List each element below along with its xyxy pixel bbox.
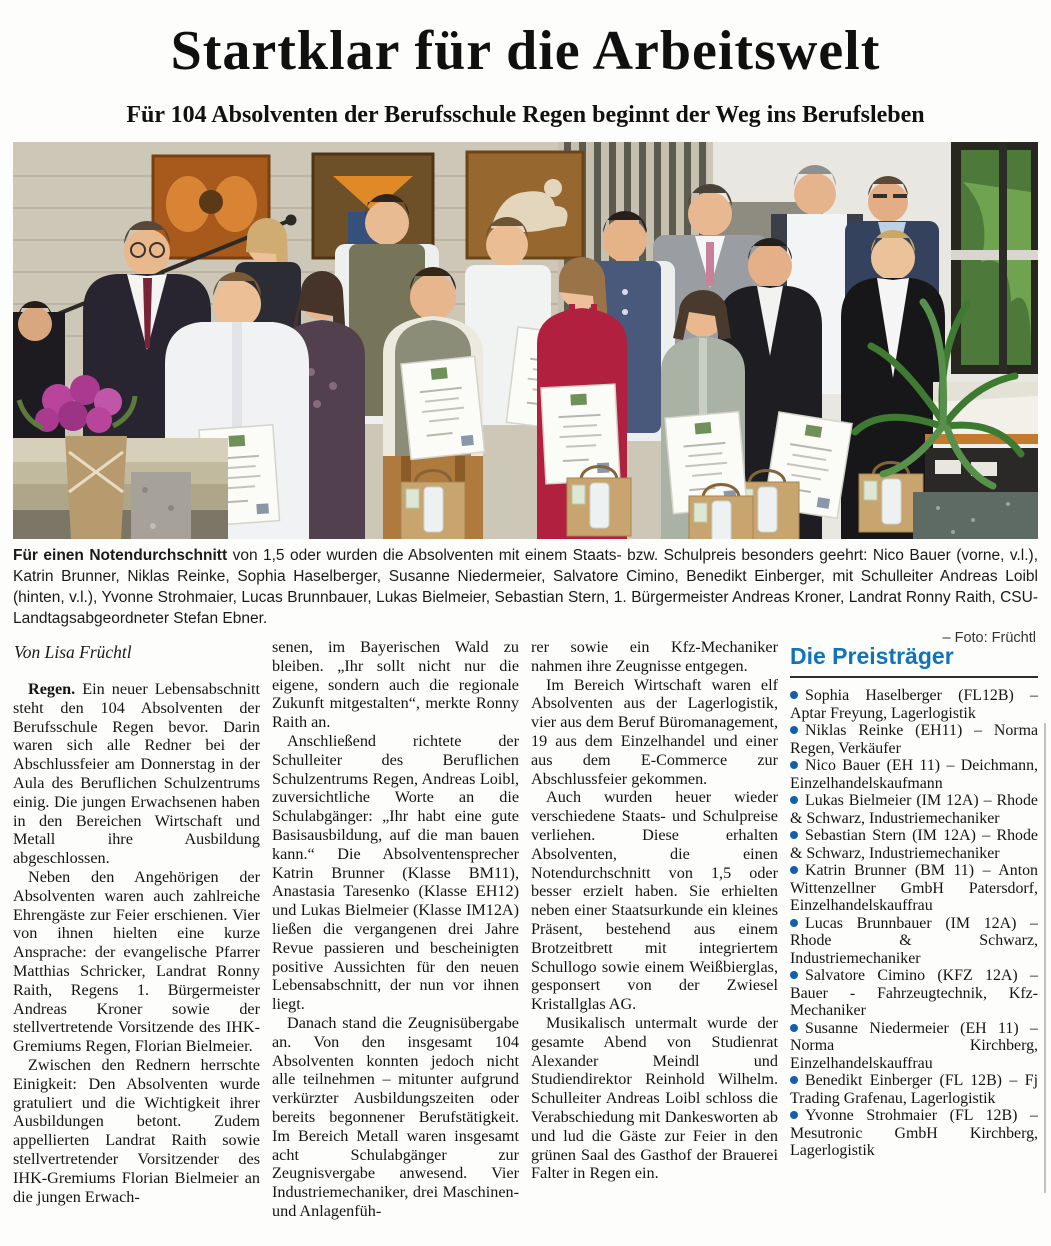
article-paragraph: senen, im Bayerischen Wald zu bleiben. „Ihr sollt nicht nur die eigene, sondern auch die regionale Zukunft mitgestalten“, merkte Ronny Raith an.: [272, 638, 519, 732]
prize-winner-item: Nico Bauer (EH 11) – Deichmann, Einzelhandelskaufmann: [790, 757, 1038, 792]
prize-winner-item: Sebastian Stern (IM 12A) – Rhode & Schwarz, Industriemechaniker: [790, 827, 1038, 862]
prize-winner-item: Lucas Brunnbauer (IM 12A) – Rhode & Schwarz, Industriemechaniker: [790, 914, 1038, 967]
article-photo: [13, 142, 1038, 539]
prize-winner-item: Niklas Reinke (EH11) – Norma Regen, Verkäufer: [790, 722, 1038, 757]
article-column-1: [13, 638, 260, 1206]
bullet-icon: [790, 726, 798, 734]
article-paragraph: Musikalisch untermalt wurde der gesamte Abend von Studienrat Alexander Meindl und Studiendirektor Reinhold Wilhelm. Schulleiter Andreas Loibl schloss die Verabschiedung mit Dankesworten ab und lud die Gäste zur Feier in den grünen Saal des Gasthof der Brauerei Falter in Regen ein.: [531, 1013, 778, 1183]
prize-winners-list: [790, 687, 1038, 1160]
bullet-icon: [790, 971, 798, 979]
article-paragraph: Zwischen den Rednern herrschte Einigkeit: Den Absolventen wurde gratuliert und die Wichtigkeit ihrer Ausbildungen betont. Zudem appellierten Landrat Raith sowie stellvertretender Vorsitzender des IHK-Gremiums Florian Bielmeier an die jungen Erwach-: [13, 1055, 260, 1206]
article-paragraph: Auch wurden heuer wieder verschiedene Staats- und Schulpreise verliehen. Diese erhalten Absolventen, die einen Notendurchschnitt von 1,5 oder besser erzielt haben. Sie erhielten neben einer Staatsurkunde ein kleines Präsent, bestehend aus einem Brotzeitbrett mit integriertem Schullogo sowie einem Weißbierglas, gesponsert von der Zwiesel Kristallglas AG.: [531, 788, 778, 1014]
article-paragraph: Anschließend richtete der Schulleiter des Beruflichen Schulzentrums Regen, Andreas Loibl, zuversichtliche Worte an die Schulabgänger: „Ihr habt eine gute Basisausbildung, auf die man bauen kann.“ Die Absolventensprecher Katrin Brunner (Klasse BM11), Anastasia Taresenko (Klasse EH12) und Lukas Bielmeier (Klasse IM12A) ließen die vergangenen drei Jahre Revue passieren und bescheinigten positive Aussichten für den neuen Lebensabschnitt, der nun vor ihnen liegt.: [272, 731, 519, 1014]
photo-window: [951, 142, 1038, 374]
article-paragraph: Neben den Angehörigen der Absolventen waren auch zahlreiche Ehrengäste zur Feier erschienen. Vier von ihnen hielten eine kurze Ansprache: der evangelische Pfarrer Matthias Schricker, Landrat Ronny Raith, Regens 1. Bürgermeister Andreas Kroner sowie der stellvertretende Vorsitzende des IHK-Gremiums Regen, Florian Bielmeier.: [13, 867, 260, 1056]
prize-winners-heading: Die Preisträger: [790, 644, 1038, 678]
article-paragraph: Danach stand die Zeugnisübergabe an. Von den insgesamt 104 Absolventen konnten jedoch nicht alle teilnehmen – mitunter aufgrund verkürzter Ausbildungszeiten oder bereits begonnener Berufstätigkeit. Im Bereich Metall waren insgesamt acht Schulabgänger zur Zeugnisvergabe anwesend. Vier Industriemechaniker, drei Maschinen- und Anlagenfüh-: [272, 1013, 519, 1220]
prize-winner-item: Salvatore Cimino (KFZ 12A) – Bauer - Fahrzeugtechnik, Kfz-Mechaniker: [790, 967, 1038, 1020]
bullet-icon: [790, 831, 798, 839]
bullet-icon: [790, 691, 798, 699]
bullet-icon: [790, 866, 798, 874]
caption-lead: Für einen Notendurchschnitt: [13, 547, 228, 564]
prize-winner-item: Sophia Haselberger (FL12B) – Aptar Freyung, Lagerlogistik: [790, 687, 1038, 722]
page-title: Startklar für die Arbeitswelt: [170, 20, 881, 82]
prize-winner-item: Lukas Bielmeier (IM 12A) – Rhode & Schwarz, Industriemechaniker: [790, 792, 1038, 827]
bullet-icon: [790, 1076, 798, 1084]
article-paragraph: Regen. Ein neuer Lebensabschnitt steht den 104 Absolventen der Berufsschule Regen bevor. Darin waren sich alle Redner bei der Abschlussfeier am Donnerstag in der Aula des Beruflichen Schulzentrums einig. Die jungen Erwachsenen haben in den Bereichen Wirtschaft und Metall ihre Ausbildung abgeschlossen.: [13, 680, 260, 868]
prize-winner-item: Katrin Brunner (BM 11) – Anton Wittenzellner GmbH Patersdorf, Einzelhandelskauffrau: [790, 862, 1038, 915]
article-paragraph: rer sowie ein Kfz-Mechaniker nahmen ihre Zeugnisse entgegen.: [531, 638, 778, 675]
bullet-icon: [790, 1111, 798, 1119]
prize-winners-box: [790, 638, 1038, 1160]
byline: Von Lisa Früchtl: [14, 642, 132, 662]
photo-illustration: [13, 142, 1038, 539]
bullet-icon: [790, 919, 798, 927]
article-paragraph: Im Bereich Wirtschaft waren elf Absolventen aus der Lagerlogistik, vier aus dem Beruf Büromanagement, 19 aus dem Einzelhandel und einer aus dem E-Commerce zur Abschlussfeier gekommen.: [531, 675, 778, 788]
bullet-icon: [790, 796, 798, 804]
article-subtitle: Für 104 Absolventen der Berufsschule Regen beginnt der Weg ins Berufsleben: [126, 102, 925, 128]
photo-credit: – Foto: Früchtl: [935, 628, 1036, 649]
prize-winner-item: Yvonne Strohmaier (FL 12B) – Mesutronic GmbH Kirchberg, Lagerlogistik: [790, 1107, 1038, 1160]
photo-caption: [13, 545, 1038, 649]
prize-winner-item: Susanne Niedermeier (EH 11) – Norma Kirchberg, Einzelhandelskauffrau: [790, 1019, 1038, 1072]
prize-winner-item: Benedikt Einberger (FL 12B) – Fj Trading Grafenau, Lagerlogistik: [790, 1072, 1038, 1107]
paragraph-lead: Regen.: [28, 680, 76, 698]
bullet-icon: [790, 1024, 798, 1032]
column-rule: [1044, 723, 1046, 1193]
article-column-2: [272, 638, 519, 1221]
bullet-icon: [790, 761, 798, 769]
article-column-3: [531, 638, 778, 1183]
caption-text: von 1,5 oder wurden die Absolventen mit einem Staats- bzw. Schulpreis besonders geehrt: Nico Bauer (vorne, v.l.), Katrin Brunner, Niklas Reinke, Sophia Haselberger, Susanne Niedermeier, Salvatore Cimino, Benedikt Einberger, mit Schulleiter Andreas Loibl (hinten, v.l.), Yvonne Strohmaier, Lucas Brunnbauer, Lukas Bielmeier, Sebastian Stern, 1. Bürgermeister Andreas Kroner, Landrat Ronny Raith, CSU-Landtagsabgeordneter Stefan Ebner.: [13, 547, 1038, 627]
